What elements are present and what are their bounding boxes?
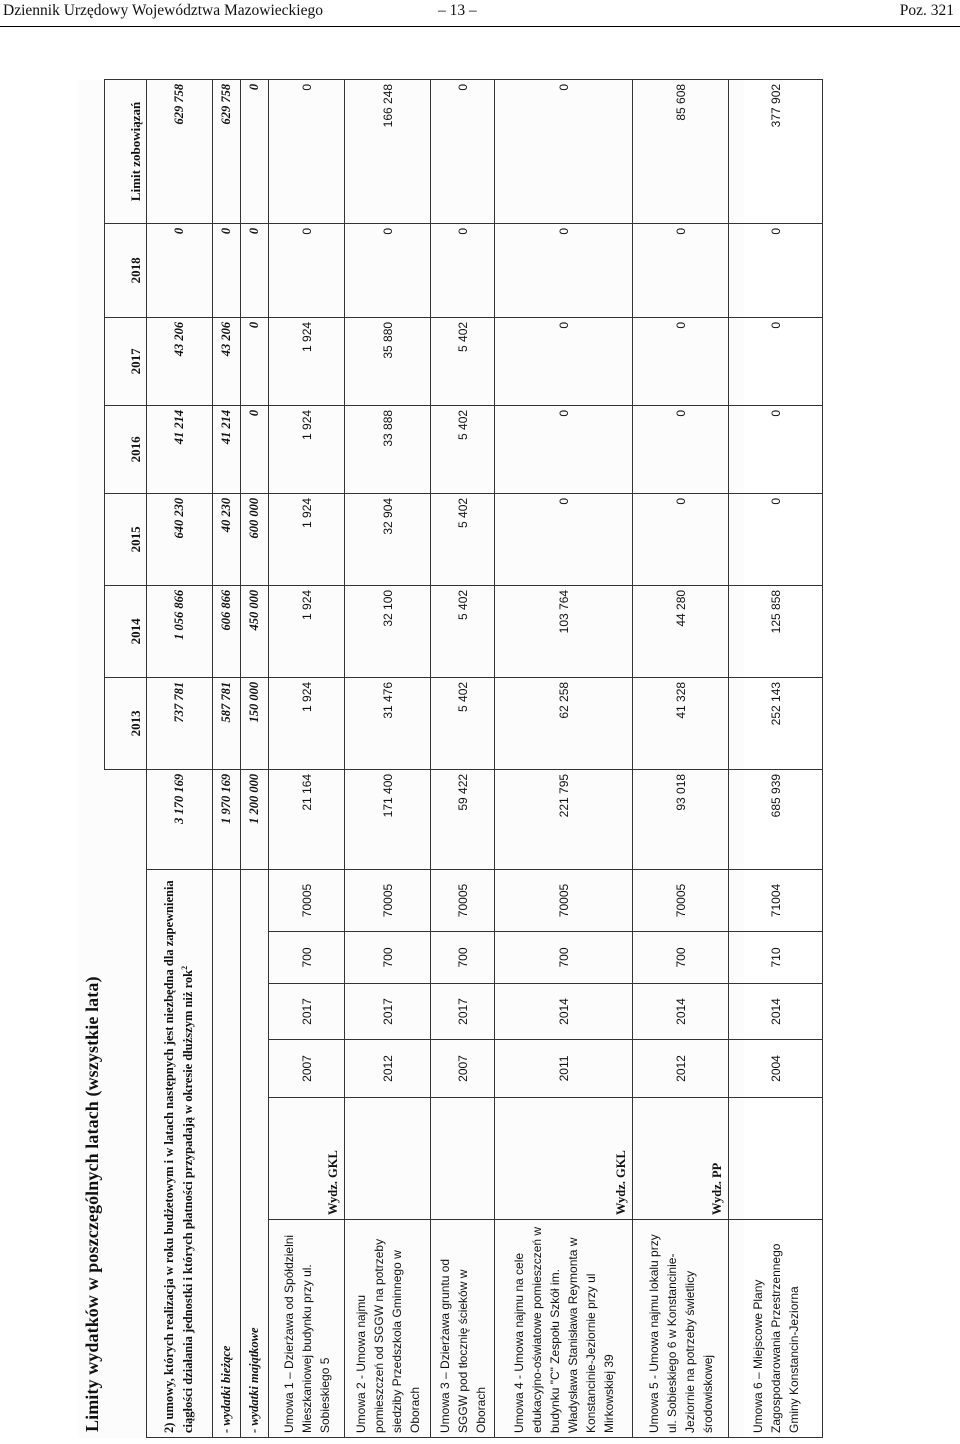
capital-expenses-label: - wydatki majątkowe	[241, 870, 269, 1438]
amount-2016: 33 888	[345, 405, 431, 493]
amount-2015: 0	[495, 493, 633, 585]
section-label: 2) umowy, których realizacja w roku budżetowym i w latach następnych jest niezbędna dla zapewnienia ciągłości działania jednostki i których płatności przypadają w okresie dłuższym niż rok$^2$	[147, 870, 213, 1438]
scanned-table-area	[78, 80, 801, 1438]
contract-description: Umowa 6 – Miejscowe Plany Zagospodarowania Przestrzennego Gminy Konstancin-Jeziorna	[729, 1220, 823, 1438]
amount-2016: 1 924	[269, 405, 345, 493]
current-expenses-row	[213, 79, 241, 1437]
contract-description: Umowa 2 - Umowa najmu pomieszczeń od SGGW na potrzeby siedziby Przedszkola Gminnego w Oborach	[345, 1220, 431, 1438]
section-2018: 0	[147, 223, 213, 317]
col-2014: 2014	[105, 585, 147, 677]
amount-2014: 44 280	[633, 585, 729, 677]
department-label: Wydz. PP	[633, 1098, 729, 1220]
commitment-limit: 377 902	[729, 79, 823, 223]
capital-2014: 450 000	[241, 585, 269, 677]
amount-2016: 0	[633, 405, 729, 493]
chapter-code: 70005	[495, 870, 633, 932]
current-expenses-label: - wydatki bieżące	[213, 870, 241, 1438]
rotated-table	[78, 80, 801, 1438]
amount-2015: 0	[729, 493, 823, 585]
total-amount: 59 422	[431, 769, 495, 869]
total-amount: 685 939	[729, 769, 823, 869]
col-2015: 2015	[105, 493, 147, 585]
amount-2016: 5 402	[431, 405, 495, 493]
commitment-limit: 166 248	[345, 79, 431, 223]
section-code: 700	[633, 932, 729, 984]
amount-2013: 41 328	[633, 677, 729, 769]
current-2015: 40 230	[213, 493, 241, 585]
section-code: 710	[729, 932, 823, 984]
amount-2015: 32 904	[345, 493, 431, 585]
section-code: 700	[269, 932, 345, 984]
year-from: 2011	[495, 1040, 633, 1098]
contract-row	[345, 79, 431, 1437]
year-from: 2012	[633, 1040, 729, 1098]
amount-2014: 1 924	[269, 585, 345, 677]
current-2018: 0	[213, 223, 241, 317]
amount-2017: 0	[729, 317, 823, 405]
amount-2013: 62 258	[495, 677, 633, 769]
page-number: – 13 –	[438, 2, 477, 19]
department-label: Wydz. GKL	[495, 1098, 633, 1220]
chapter-code: 70005	[431, 870, 495, 932]
year-from: 2004	[729, 1040, 823, 1098]
current-total: 1 970 169	[213, 769, 241, 869]
section-code: 700	[431, 932, 495, 984]
amount-2018: 0	[729, 223, 823, 317]
amount-2017: 0	[495, 317, 633, 405]
chapter-code: 71004	[729, 870, 823, 932]
col-2017: 2017	[105, 317, 147, 405]
amount-2015: 5 402	[431, 493, 495, 585]
section-row	[147, 79, 213, 1437]
contract-description: Umowa 3 – Dzierżawa gruntu od SGGW pod tłocznię ścieków w Oborach	[431, 1220, 495, 1438]
chapter-code: 70005	[345, 870, 431, 932]
commitment-limit: 0	[269, 79, 345, 223]
amount-2014: 32 100	[345, 585, 431, 677]
section-code: 700	[345, 932, 431, 984]
capital-2016: 0	[241, 405, 269, 493]
contract-row	[269, 79, 345, 1437]
amount-2015: 0	[633, 493, 729, 585]
amount-2018: 0	[431, 223, 495, 317]
contract-row	[633, 79, 729, 1437]
amount-2013: 252 143	[729, 677, 823, 769]
contract-row	[495, 79, 633, 1437]
contract-row	[729, 79, 823, 1437]
year-to: 2014	[495, 984, 633, 1040]
table-title: Limity wydatków w poszczególnych latach (wszystkie lata)	[82, 976, 102, 1432]
capital-limit: 0	[241, 79, 269, 223]
amount-2018: 0	[495, 223, 633, 317]
journal-title: Dziennik Urzędowy Województwa Mazowieckiego	[3, 2, 323, 19]
col-2016: 2016	[105, 405, 147, 493]
section-total: 3 170 169	[147, 769, 213, 869]
amount-2013: 1 924	[269, 677, 345, 769]
current-2016: 41 214	[213, 405, 241, 493]
amount-2017: 1 924	[269, 317, 345, 405]
total-amount: 221 795	[495, 769, 633, 869]
total-amount: 93 018	[633, 769, 729, 869]
capital-2017: 0	[241, 317, 269, 405]
amount-2016: 0	[495, 405, 633, 493]
amount-2013: 31 476	[345, 677, 431, 769]
year-to: 2017	[431, 984, 495, 1040]
col-limit: Limit zobowiązań	[105, 79, 147, 223]
current-2014: 606 866	[213, 585, 241, 677]
current-2017: 43 206	[213, 317, 241, 405]
department-label	[345, 1098, 431, 1220]
amount-2018: 0	[345, 223, 431, 317]
amount-2016: 0	[729, 405, 823, 493]
current-limit: 629 758	[213, 79, 241, 223]
col-2018: 2018	[105, 223, 147, 317]
current-2013: 587 781	[213, 677, 241, 769]
chapter-code: 70005	[633, 870, 729, 932]
contract-row	[431, 79, 495, 1437]
capital-total: 1 200 000	[241, 769, 269, 869]
amount-2017: 0	[633, 317, 729, 405]
expenditure-limits-table	[104, 79, 823, 1438]
commitment-limit: 85 608	[633, 79, 729, 223]
section-limit: 629 758	[147, 79, 213, 223]
page-header	[0, 0, 960, 27]
section-2016: 41 214	[147, 405, 213, 493]
section-code: 700	[495, 932, 633, 984]
amount-2017: 5 402	[431, 317, 495, 405]
year-to: 2014	[633, 984, 729, 1040]
total-amount: 171 400	[345, 769, 431, 869]
amount-2018: 0	[633, 223, 729, 317]
capital-2018: 0	[241, 223, 269, 317]
capital-expenses-row	[241, 79, 269, 1437]
year-from: 2007	[431, 1040, 495, 1098]
year-to: 2014	[729, 984, 823, 1040]
department-label: Wydz. GKL	[269, 1098, 345, 1220]
year-to: 2017	[345, 984, 431, 1040]
year-to: 2017	[269, 984, 345, 1040]
section-2017: 43 206	[147, 317, 213, 405]
amount-2015: 1 924	[269, 493, 345, 585]
amount-2014: 5 402	[431, 585, 495, 677]
capital-2015: 600 000	[241, 493, 269, 585]
amount-2014: 103 764	[495, 585, 633, 677]
amount-2014: 125 858	[729, 585, 823, 677]
capital-2013: 150 000	[241, 677, 269, 769]
chapter-code: 70005	[269, 870, 345, 932]
department-label	[729, 1098, 823, 1220]
section-2015: 640 230	[147, 493, 213, 585]
total-amount: 21 164	[269, 769, 345, 869]
contract-description: Umowa 4 - Umowa najmu na cele edukacyjno-oświatowe pomieszczeń w budynku "C" Zespołu Szkół im. Władysława Stanisława Reymonta w Konstancinie-Jeziornie przy ul Mirkowskiej 39	[495, 1220, 633, 1438]
header-row	[105, 79, 147, 1437]
amount-2017: 35 880	[345, 317, 431, 405]
year-from: 2012	[345, 1040, 431, 1098]
year-from: 2007	[269, 1040, 345, 1098]
commitment-limit: 0	[431, 79, 495, 223]
department-label	[431, 1098, 495, 1220]
col-2013: 2013	[105, 677, 147, 769]
contract-description: Umowa 1 – Dzierżawa od Spółdzielni Mieszkaniowej budynku przy ul. Sobieskiego 5	[269, 1220, 345, 1438]
section-2013: 737 781	[147, 677, 213, 769]
commitment-limit: 0	[495, 79, 633, 223]
section-2014: 1 056 866	[147, 585, 213, 677]
amount-2013: 5 402	[431, 677, 495, 769]
amount-2018: 0	[269, 223, 345, 317]
position-number: Poz. 321	[899, 2, 954, 19]
contract-description: Umowa 5 - Umowa najmu lokalu przy ul. Sobieskiego 6 w Konstancinie-Jeziornie na potrzeby świetlicy środowiskowej	[633, 1220, 729, 1438]
